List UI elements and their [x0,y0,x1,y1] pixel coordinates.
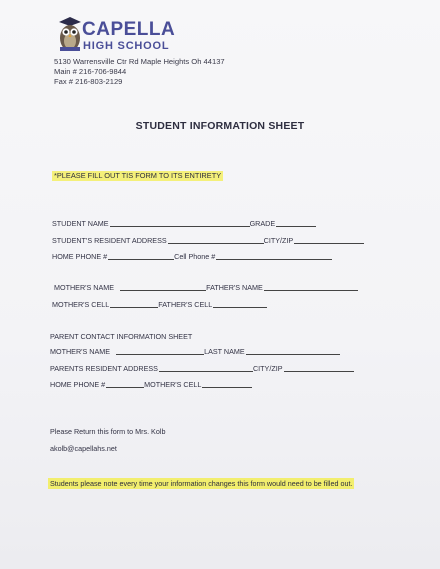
return-instruction: Please Return this form to Mrs. Kolb [50,427,166,436]
mother-name-field[interactable] [120,284,206,291]
student-name-label: STUDENT NAME [52,219,109,228]
grade-field[interactable] [276,220,316,227]
father-name-field[interactable] [264,284,358,291]
father-name-label: FATHER'S NAME [206,283,263,292]
school-address: 5130 Warrensville Ctr Rd Maple Heights Oh 44137 [54,57,225,66]
contact-names-row [50,347,340,356]
contact-home-phone-label: HOME PHONE # [50,380,106,389]
father-cell-label: FATHER'S CELL [158,300,213,309]
contact-home-phone-field[interactable] [106,381,144,388]
student-address-field[interactable] [168,237,264,244]
father-cell-field[interactable] [213,301,267,308]
contact-address-row [50,364,354,373]
contact-address-field[interactable] [159,365,253,372]
mother-name-label: MOTHER'S NAME [54,283,115,292]
contact-mother-name-label: MOTHER'S NAME [50,347,111,356]
school-address-block [54,57,225,87]
contact-address-label: PARENTS RESIDENT ADDRESS [50,364,158,373]
cell-phone-label: Cell Phone # [174,252,216,261]
contact-city-field[interactable] [284,365,354,372]
contact-mother-cell-field[interactable] [202,381,252,388]
student-city-label: CITY/ZIP [263,236,294,245]
home-phone-field[interactable] [108,253,174,260]
contact-section-title: PARENT CONTACT INFORMATION SHEET [50,332,193,341]
contact-last-name-label: LAST NAME [204,347,245,356]
student-city-field[interactable] [294,237,364,244]
home-phone-label: HOME PHONE # [52,252,108,261]
page-title: STUDENT INFORMATION SHEET [135,120,305,132]
parent-names-row [54,283,358,292]
school-logo [57,16,187,56]
mother-cell-label: MOTHER'S CELL [52,300,110,309]
contact-last-name-field[interactable] [246,348,340,355]
student-phone-row [52,252,332,261]
contact-phone-row [50,380,252,389]
student-address-label: STUDENT'S RESIDENT ADDRESS [52,236,167,245]
contact-mother-cell-label: MOTHER'S CELL [144,380,202,389]
main-phone: Main # 216-706-9844 [54,67,127,76]
school-name: CAPELLA [82,19,176,40]
fill-notice: *PLEASE FILL OUT TIS FORM TO ITS ENTIRETY [54,171,222,180]
update-footnote: Students please note every time your information changes this form would need to be filled out. [50,479,353,488]
mother-cell-field[interactable] [110,301,158,308]
cell-phone-field[interactable] [216,253,332,260]
student-name-field[interactable] [110,220,250,227]
fax-number: Fax # 216-803-2129 [54,77,123,86]
student-name-row [52,219,316,228]
owl-mascot-icon [57,16,83,52]
student-address-row [52,236,364,245]
parent-cells-row [52,300,267,309]
school-subtitle: HIGH SCHOOL [83,40,170,52]
grade-label: GRADE [249,219,276,228]
return-email[interactable]: akolb@capellahs.net [50,444,117,453]
contact-mother-name-field[interactable] [116,348,204,355]
contact-city-label: CITY/ZIP [252,364,283,373]
